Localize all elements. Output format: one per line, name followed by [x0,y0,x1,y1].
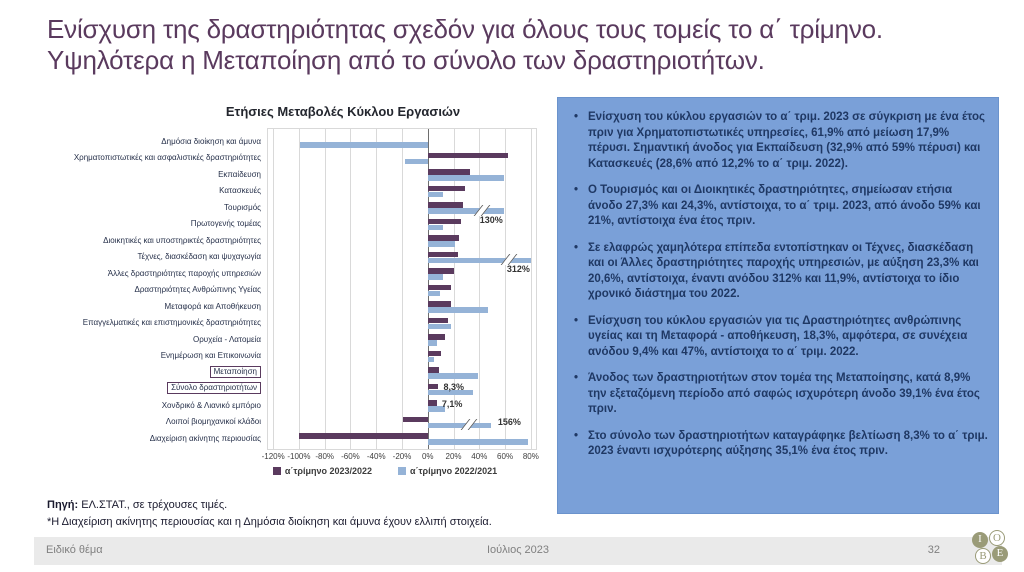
x-tick-label: 0% [421,452,434,461]
bar-q1-2023-2022 [428,219,462,225]
bullet-list [558,110,998,460]
x-tick-label: -20% [392,452,412,461]
gridline [299,129,300,449]
bar-q1-2022-2021 [428,175,504,181]
x-tick-label: 40% [471,452,488,461]
bar-q1-2023-2022 [428,301,452,307]
legend-item [398,466,497,476]
data-label: 312% [506,264,530,274]
category-label: Μεταφορά και Αποθήκευση [164,301,261,311]
bar-q1-2023-2022 [428,202,463,208]
category-label: Πρωτογενής τομέας [190,219,261,228]
x-tick-label: -40% [366,452,386,461]
category-label: Μεταποίηση [210,366,261,378]
category-label: Εκπαίδευση [218,169,261,179]
bar-q1-2023-2022 [428,351,441,357]
footer-date: Ιούλιος 2023 [486,544,550,556]
category-label: Τέχνες, διασκέδαση και ψυχαγωγία [137,252,261,261]
bullet-item: • Ο Τουρισμός και οι Διοικητικές δραστηριότητες, σημείωσαν ετήσια άνοδο 27,3% και 24,3%, αντίστοιχα, το α΄ τριμ. 2023, από άνοδο 59% και 21%, αντίστοιχα ένα έτος πριν. [568,183,988,230]
gridline [376,129,377,449]
gridline [273,129,274,449]
bar-q1-2023-2022 [428,186,465,192]
bar-q1-2023-2022 [428,153,508,159]
category-label: Χονδρικό & Λιανικό εμπόριο [161,400,261,410]
bar-q1-2022-2021 [428,324,451,330]
source-note [47,499,227,511]
bar-q1-2022-2021 [428,307,489,313]
bar-q1-2022-2021 [428,439,529,445]
logo-circle-e: E [992,546,1008,562]
x-tick-label: 20% [445,452,462,461]
bar-q1-2022-2021 [428,291,440,297]
page-number: 32 [927,544,940,556]
gridline [350,129,351,449]
bar-q1-2023-2022 [428,252,458,258]
bar-q1-2022-2021 [428,373,478,379]
category-label: Διοικητικές και υποστηρικτές δραστηριότητες [103,235,261,245]
title-line-2: Υψηλότερα η Μεταποίηση από το σύνολο των δραστηριοτήτων. [47,45,765,75]
bar-q1-2023-2022 [428,235,459,241]
chart-title: Ετήσιες Μεταβολές Κύκλου Εργασιών [225,104,461,119]
x-tick-label: -120% [261,452,285,461]
logo-circle-i: I [972,532,988,548]
category-label: Χρηματοπιστωτικές και ασφαλιστικές δραστηριότητες [73,153,261,162]
chart-plot-area [73,128,539,461]
chart-legend [220,466,550,476]
legend-swatch [398,467,406,475]
gridline [325,129,326,449]
logo-circle-o: O [989,530,1005,546]
turnover-bar-chart [73,104,546,500]
category-label: Ορυχεία - Λατομεία [192,334,261,344]
footer-bar [34,537,1002,565]
bullet-item: • Άνοδος των δραστηριοτήτων στον τομέα της Μεταποίησης, κατά 8,9% την εξεταζόμενη περίοδο από σαφώς ισχυρότερη άνοδο 39,1% ένα έτος πριν. [568,371,988,418]
category-label: Λοιποί βιομηχανικοί κλάδοι [165,417,261,426]
legend-swatch [273,467,281,475]
bar-q1-2023-2022 [428,400,437,406]
data-label: 156% [497,417,521,427]
logo-circle-b: B [975,548,991,564]
data-label: 8,3% [443,382,464,392]
bar-q1-2022-2021 [428,208,504,214]
data-label: 130% [479,214,503,225]
bar-q1-2023-2022 [428,285,452,291]
bar-q1-2022-2021 [428,258,531,264]
gridline [505,129,506,449]
bullet-item: • Σε ελαφρώς χαμηλότερα επίπεδα εντοπίστηκαν οι Τέχνες, διασκέδαση και οι Άλλες δραστηριότητες παροχής υπηρεσιών, με αύξηση 23,3% και 20,6%, αντίστοιχα, έναντι ανόδου 312% και 11,9%, αντίστοιχα το ίδιο χρονικό διάστημα του 2022. [568,241,988,303]
title-line-1: Ενίσχυση της δραστηριότητας σχεδόν για όλους τους τομείς το α΄ τρίμηνο. [47,14,883,44]
summary-panel [557,97,999,514]
source-text: ΕΛ.ΣΤΑΤ., σε τρέχουσες τιμές. [78,499,228,511]
bar-q1-2022-2021 [428,192,444,198]
footnote: *Η Διαχείριση ακίνητης περιουσίας και η Δημόσια διοίκηση και άμυνα έχουν ελλιπή στοιχεία. [47,516,492,528]
source-label: Πηγή: [47,499,79,511]
legend-label: α΄τρίμηνο 2023/2022 [284,466,372,476]
bar-q1-2022-2021 [428,423,491,429]
category-label: Δημόσια διοίκηση και άμυνα [161,136,261,146]
bar-q1-2022-2021 [405,159,428,165]
bar-q1-2022-2021 [428,340,437,346]
footer-section-title: Ειδικό θέμα [46,544,103,556]
bar-q1-2023-2022 [428,268,455,274]
bar-q1-2023-2022 [428,384,439,390]
x-tick-label: -80% [315,452,335,461]
data-label: 7,1% [441,398,463,409]
x-tick-label: 80% [522,452,539,461]
category-label: Τουρισμός [223,202,261,212]
bar-q1-2022-2021 [428,241,455,247]
gridline [402,129,403,449]
bar-q1-2023-2022 [299,433,428,439]
category-label: Άλλες δραστηριότητες παροχής υπηρεσιών [107,268,261,278]
category-label: Επαγγελματικές και επιστημονικές δραστηριότητες [82,318,261,327]
iobe-logo [972,530,1012,570]
x-tick-label: -100% [287,452,311,461]
bar-q1-2023-2022 [403,417,427,423]
legend-label: α΄τρίμηνο 2022/2021 [410,466,498,476]
x-tick-label: 60% [497,452,514,461]
category-label: Ενημέρωση και Επικοινωνία [160,351,261,360]
x-tick-label: -60% [341,452,360,461]
slide-title [47,14,997,76]
category-label: Σύνολο δραστηριοτήτων [167,382,261,394]
bullet-item: • Στο σύνολο των δραστηριοτήτων καταγράφηκε βελτίωση 8,3% το α΄ τριμ. 2023 έναντι ισχυρότερης αύξησης 35,1% ένα έτος πριν. [568,429,988,460]
category-label: Διαχείριση ακίνητης περιουσίας [149,433,261,443]
category-label: Κατασκευές [219,186,261,195]
bar-q1-2023-2022 [428,367,439,373]
bar-q1-2023-2022 [428,169,470,175]
bar-q1-2022-2021 [428,225,443,231]
bar-q1-2023-2022 [428,334,445,340]
bar-q1-2022-2021 [428,274,443,280]
bar-q1-2023-2022 [428,318,449,324]
category-label: Δραστηριότητες Ανθρώπινης Υγείας [134,285,261,294]
bullet-item: • Ενίσχυση του κύκλου εργασιών το α΄ τριμ. 2023 σε σύγκριση με ένα έτος πριν για Χρηματοπιστωτικές υπηρεσίες, 61,9% από μείωση 17,9% πέρυσι. Σημαντική άνοδος για Εκπαίδευση (32,9% από 59% πέρυσι) και Κατασκευές (28,6% από 12,2% το α΄ τριμ. 2022). [568,110,988,172]
bar-q1-2022-2021 [300,142,428,148]
bar-q1-2022-2021 [428,357,434,363]
bullet-item: • Ενίσχυση του κύκλου εργασιών για τις Δραστηριότητες ανθρώπινης υγείας και τη Μεταφορά - αποθήκευση, 18,3%, αμφότερα, σε συνέχεια ανόδου 9,4% και 47%, αντίστοιχα το α΄ τριμ. 2022. [568,314,988,361]
legend-item [273,466,372,476]
gridline [531,129,532,449]
